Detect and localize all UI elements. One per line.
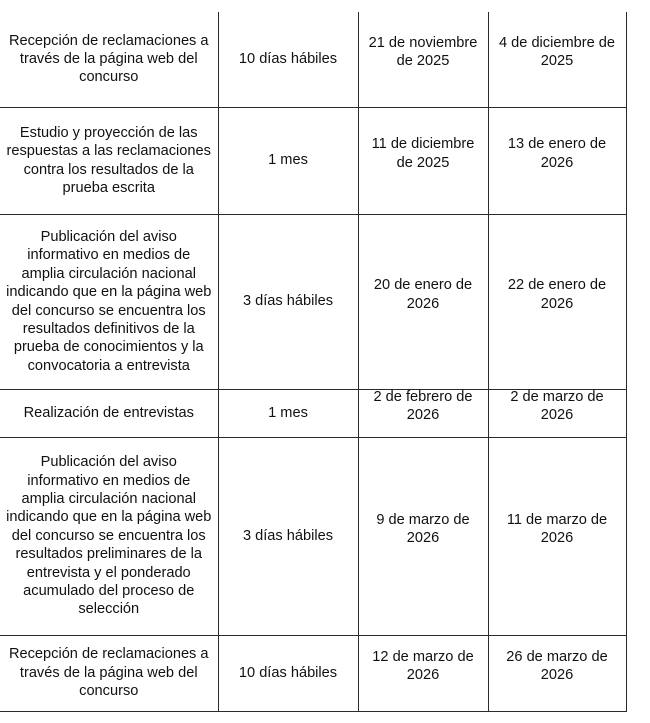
activity-cell: Publicación del aviso informativo en medios de amplia circulación nacional indicando que en la página web del concurso se encuentra los resultados preliminares de la entrevista y el ponderado acumulado del proceso de selección [0, 437, 218, 635]
activity-cell: Realización de entrevistas [0, 389, 218, 437]
duration-cell: 10 días hábiles [218, 12, 358, 107]
end-date-cell [488, 12, 626, 107]
duration-cell: 1 mes [218, 107, 358, 214]
start-date-text: 9 de marzo de 2026 [376, 511, 470, 546]
end-date-text: 4 de diciembre de 2025 [498, 34, 615, 70]
table-row [0, 12, 626, 107]
table-row [0, 214, 626, 389]
end-date-cell [488, 214, 626, 389]
duration-cell: 1 mes [218, 389, 358, 437]
end-date-text: 2 de marzo de 2026 [510, 388, 604, 423]
activity-cell: Estudio y proyección de las respuestas a las reclamaciones contra los resultados de la prueba escrita [0, 107, 218, 214]
start-date-text: 12 de marzo de 2026 [372, 648, 474, 683]
duration-cell: 3 días hábiles [218, 437, 358, 635]
start-date-cell [358, 214, 488, 389]
end-date-cell [488, 437, 626, 635]
start-date-text: 20 de enero de 2026 [373, 277, 473, 312]
end-date-text: 26 de marzo de 2026 [506, 648, 608, 683]
end-date-text: 13 de enero de 2026 [507, 136, 607, 171]
table-row [0, 389, 626, 437]
table-row [0, 107, 626, 214]
end-date-cell [488, 389, 626, 437]
schedule-table [0, 12, 627, 712]
end-date-cell [488, 635, 626, 711]
table-row [0, 437, 626, 635]
end-date-text: 22 de enero de 2026 [507, 277, 607, 312]
activity-cell: Publicación del aviso informativo en medios de amplia circulación nacional indicando que en la página web del concurso se encuentra los resultados definitivos de la prueba de conocimientos y la convocatoria a entrevista [0, 214, 218, 389]
start-date-cell [358, 437, 488, 635]
start-date-cell [358, 107, 488, 214]
duration-cell: 10 días hábiles [218, 635, 358, 711]
duration-cell: 3 días hábiles [218, 214, 358, 389]
end-date-cell [488, 107, 626, 214]
start-date-text: 2 de febrero de 2026 [373, 388, 473, 423]
end-date-text: 11 de marzo de 2026 [506, 511, 608, 546]
start-date-text: 11 de diciembre de 2025 [371, 136, 475, 171]
table-row [0, 635, 626, 711]
activity-cell: Recepción de reclamaciones a través de la página web del concurso [0, 635, 218, 711]
start-date-cell [358, 389, 488, 437]
start-date-cell [358, 12, 488, 107]
start-date-cell [358, 635, 488, 711]
start-date-text: 21 de noviembre de 2025 [368, 34, 478, 70]
activity-cell: Recepción de reclamaciones a través de la página web del concurso [0, 12, 218, 107]
